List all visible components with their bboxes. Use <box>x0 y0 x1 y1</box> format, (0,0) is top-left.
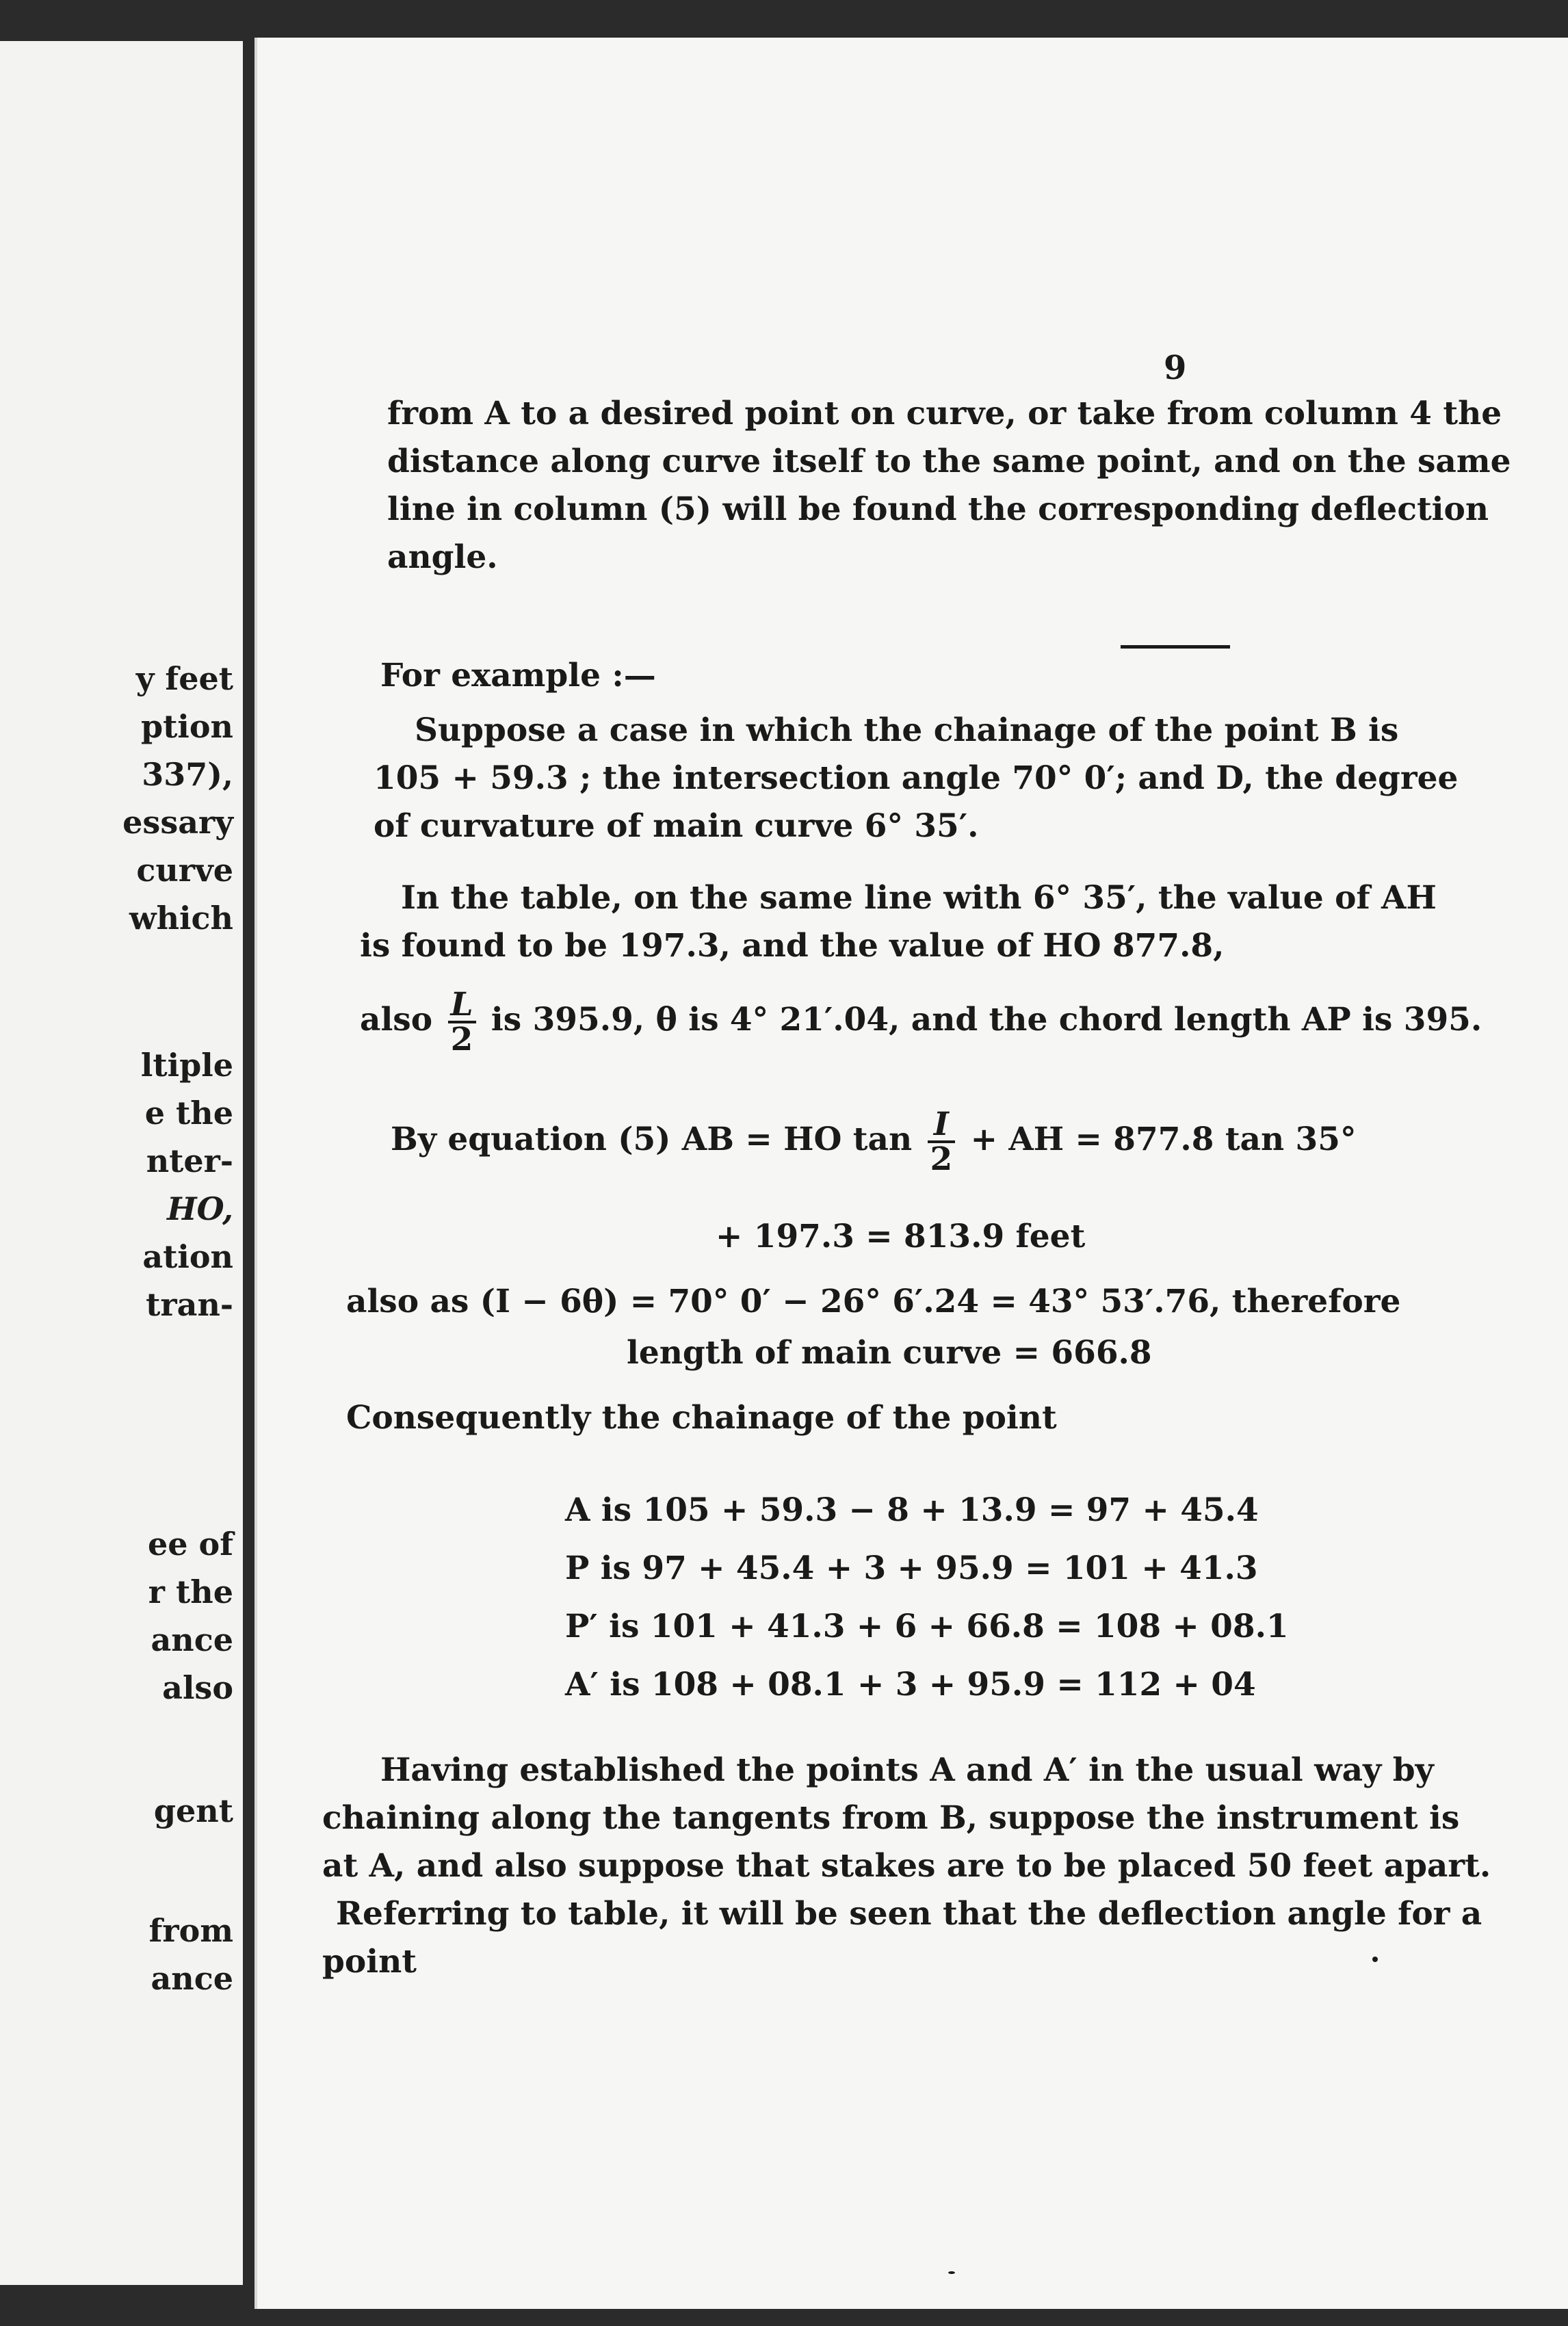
text-line: chaining along the tangents from B, suppose the instrument is <box>322 1799 1460 1837</box>
text-line: Referring to table, it will be seen that the deflection angle for a <box>336 1895 1482 1933</box>
left-fragment: 337), <box>142 756 233 793</box>
chainage-line: A is 105 + 59.3 − 8 + 13.9 = 97 + 45.4 <box>565 1491 1259 1529</box>
print-speck <box>1372 1957 1378 1962</box>
text-line: length of main curve = 666.8 <box>627 1334 1152 1372</box>
text-line: distance along curve itself to the same point, and on the same <box>387 443 1511 480</box>
equation-line <box>391 1106 1357 1178</box>
equation-prefix: By equation (5) AB = HO tan <box>391 1121 913 1158</box>
left-fragment: r the <box>148 1573 233 1610</box>
also-prefix: also <box>360 1001 433 1038</box>
equation-continuation: + 197.3 = 813.9 feet <box>716 1218 1086 1255</box>
left-fragment: e the <box>144 1095 233 1132</box>
chainage-line: P′ is 101 + 41.3 + 6 + 66.8 = 108 + 08.1 <box>565 1608 1289 1645</box>
left-fragment: ation <box>142 1238 233 1275</box>
chainage-line: P is 97 + 45.4 + 3 + 95.9 = 101 + 41.3 <box>565 1550 1258 1587</box>
left-fragment: ance <box>151 1960 233 1997</box>
left-fragment: ltiple <box>140 1047 233 1084</box>
text-line: is found to be 197.3, and the value of HO 877.8, <box>360 927 1225 965</box>
chainage-line: A′ is 108 + 08.1 + 3 + 95.9 = 112 + 04 <box>565 1666 1256 1703</box>
text-line: 105 + 59.3 ; the intersection angle 70° 0′; and D, the degree <box>374 759 1459 797</box>
text-line: also as (I − 6θ) = 70° 0′ − 26° 6′.24 = 43° 53′.76, therefore <box>346 1283 1401 1320</box>
text-line: from A to a desired point on curve, or take from column 4 the <box>387 395 1502 432</box>
left-page-fragment <box>0 41 247 2285</box>
fraction-denominator: 2 <box>930 1140 953 1178</box>
right-page <box>254 38 1568 2309</box>
left-fragment: y feet <box>135 660 233 697</box>
text-line: Suppose a case in which the chainage of the point B is <box>415 711 1399 749</box>
left-fragment: curve <box>136 852 233 889</box>
section-divider <box>1121 645 1230 649</box>
left-fragment: HO, <box>167 1190 233 1227</box>
fraction-numerator: I <box>928 1108 956 1143</box>
left-fragment: from <box>148 1912 233 1949</box>
also-rest: is 395.9, θ is 4° 21′.04, and the chord length AP is 395. <box>491 1001 1482 1038</box>
text-line: of curvature of main curve 6° 35′. <box>374 807 979 845</box>
left-fragment: ption <box>140 708 233 745</box>
text-line: angle. <box>387 538 498 576</box>
left-fragment: tran- <box>146 1286 233 1323</box>
page-number: 9 <box>1164 349 1187 387</box>
text-line: Consequently the chainage of the point <box>346 1399 1057 1437</box>
left-fragment: also <box>162 1669 233 1706</box>
fraction-numerator: L <box>448 989 476 1023</box>
left-fragment: nter- <box>146 1142 233 1179</box>
left-fragment: which <box>129 900 233 937</box>
text-line: at A, and also suppose that stakes are to be placed 50 feet apart. <box>322 1847 1491 1885</box>
equation-rest: + AH = 877.8 tan 35° <box>970 1121 1357 1158</box>
fraction-l-over-2 <box>448 986 476 1058</box>
text-line: point <box>322 1943 417 1981</box>
example-heading: For example :— <box>380 657 656 694</box>
left-fragment: ee of <box>147 1526 233 1563</box>
left-fragment: essary <box>122 804 233 841</box>
left-fragment: gent <box>153 1792 233 1829</box>
fraction-i-over-2 <box>928 1106 956 1178</box>
print-speck <box>948 2271 955 2274</box>
text-line: In the table, on the same line with 6° 35′, the value of AH <box>401 879 1437 917</box>
text-line: Having established the points A and A′ in the usual way by <box>380 1751 1434 1789</box>
left-fragment: ance <box>151 1621 233 1658</box>
fraction-denominator: 2 <box>450 1021 473 1058</box>
also-line <box>360 986 1482 1058</box>
text-line: line in column (5) will be found the corresponding deflection <box>387 491 1489 528</box>
